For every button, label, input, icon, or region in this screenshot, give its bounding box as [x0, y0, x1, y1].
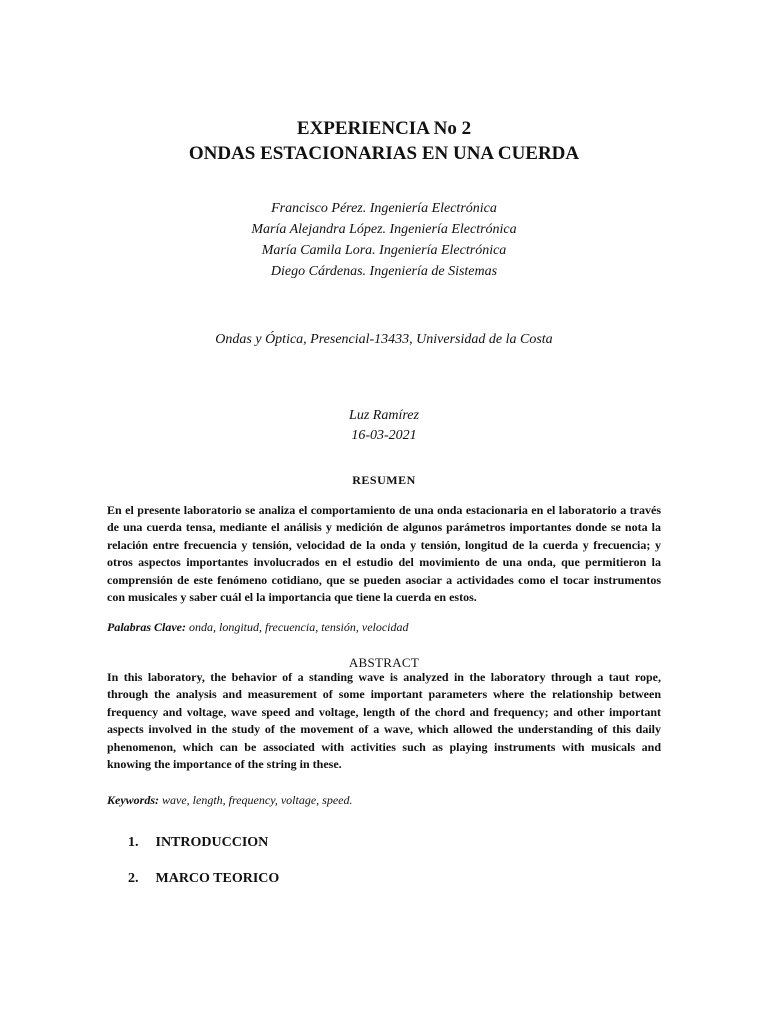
author-1: Francisco Pérez. Ingeniería Electrónica — [271, 201, 497, 216]
author-2: María Alejandra López. Ingeniería Electrónica — [251, 222, 517, 237]
section-heading-marco-teorico — [128, 871, 279, 887]
author-list — [0, 198, 768, 282]
keywords-label: Keywords: — [107, 793, 159, 807]
section-title: INTRODUCCION — [155, 835, 269, 850]
title-line-2: ONDAS ESTACIONARIAS EN UNA CUERDA — [188, 143, 580, 164]
palabras-clave-label: Palabras Clave: — [107, 620, 186, 634]
professor-block — [0, 406, 768, 446]
section-number: 1. — [128, 835, 139, 850]
document-date: 16-03-2021 — [351, 428, 417, 443]
abstract-heading: ABSTRACT — [348, 655, 420, 670]
keywords-values: wave, length, frequency, voltage, speed. — [162, 793, 353, 807]
professor-name: Luz Ramírez — [349, 408, 419, 423]
author-4: Diego Cárdenas. Ingeniería de Sistemas — [270, 264, 498, 279]
author-3: María Camila Lora. Ingeniería Electrónica — [261, 243, 507, 258]
section-title: MARCO TEORICO — [155, 871, 280, 886]
section-number: 2. — [128, 871, 139, 886]
keywords — [107, 793, 667, 808]
resumen-heading: RESUMEN — [352, 473, 416, 487]
resumen-paragraph: En el presente laboratorio se analiza el comportamiento de una onda estacionaria en el laboratorio a través de una cuerda tensa, mediante el análisis y medición de algunos parámetros importantes donde se nota la relación entre frecuencia y tensión, velocidad de la onda y tensión, longitud de la cuerda y frecuencia; y otros aspectos importantes involucrados en el estudio del movimiento de una onda, que permitieron la comprensión de este fenómeno cotidiano, que se pueden asociar a actividades como el tocar instrumentos con musicales y saber cuál el la importancia que tiene la cuerda en estos. — [107, 503, 661, 605]
section-heading-introduccion — [128, 835, 268, 851]
title-line-1: EXPERIENCIA No 2 — [296, 118, 472, 139]
paper-title — [0, 116, 768, 166]
palabras-clave-values: onda, longitud, frecuencia, tensión, velocidad — [189, 620, 409, 634]
abstract-paragraph: In this laboratory, the behavior of a standing wave is analyzed in the laboratory through a taut rope, through the analysis and measurement of some important parameters where the relationship between frequency and voltage, wave speed and voltage, length of the chord and frequency; and other important aspects involved in the study of the movement of a wave, which allowed the understanding of this daily phenomenon, which can be associated with activities such as playing instruments with musicals and knowing the importance of the string in these. — [107, 670, 661, 772]
palabras-clave — [107, 620, 667, 635]
affiliation: Ondas y Óptica, Presencial-13433, Universidad de la Costa — [215, 332, 553, 347]
